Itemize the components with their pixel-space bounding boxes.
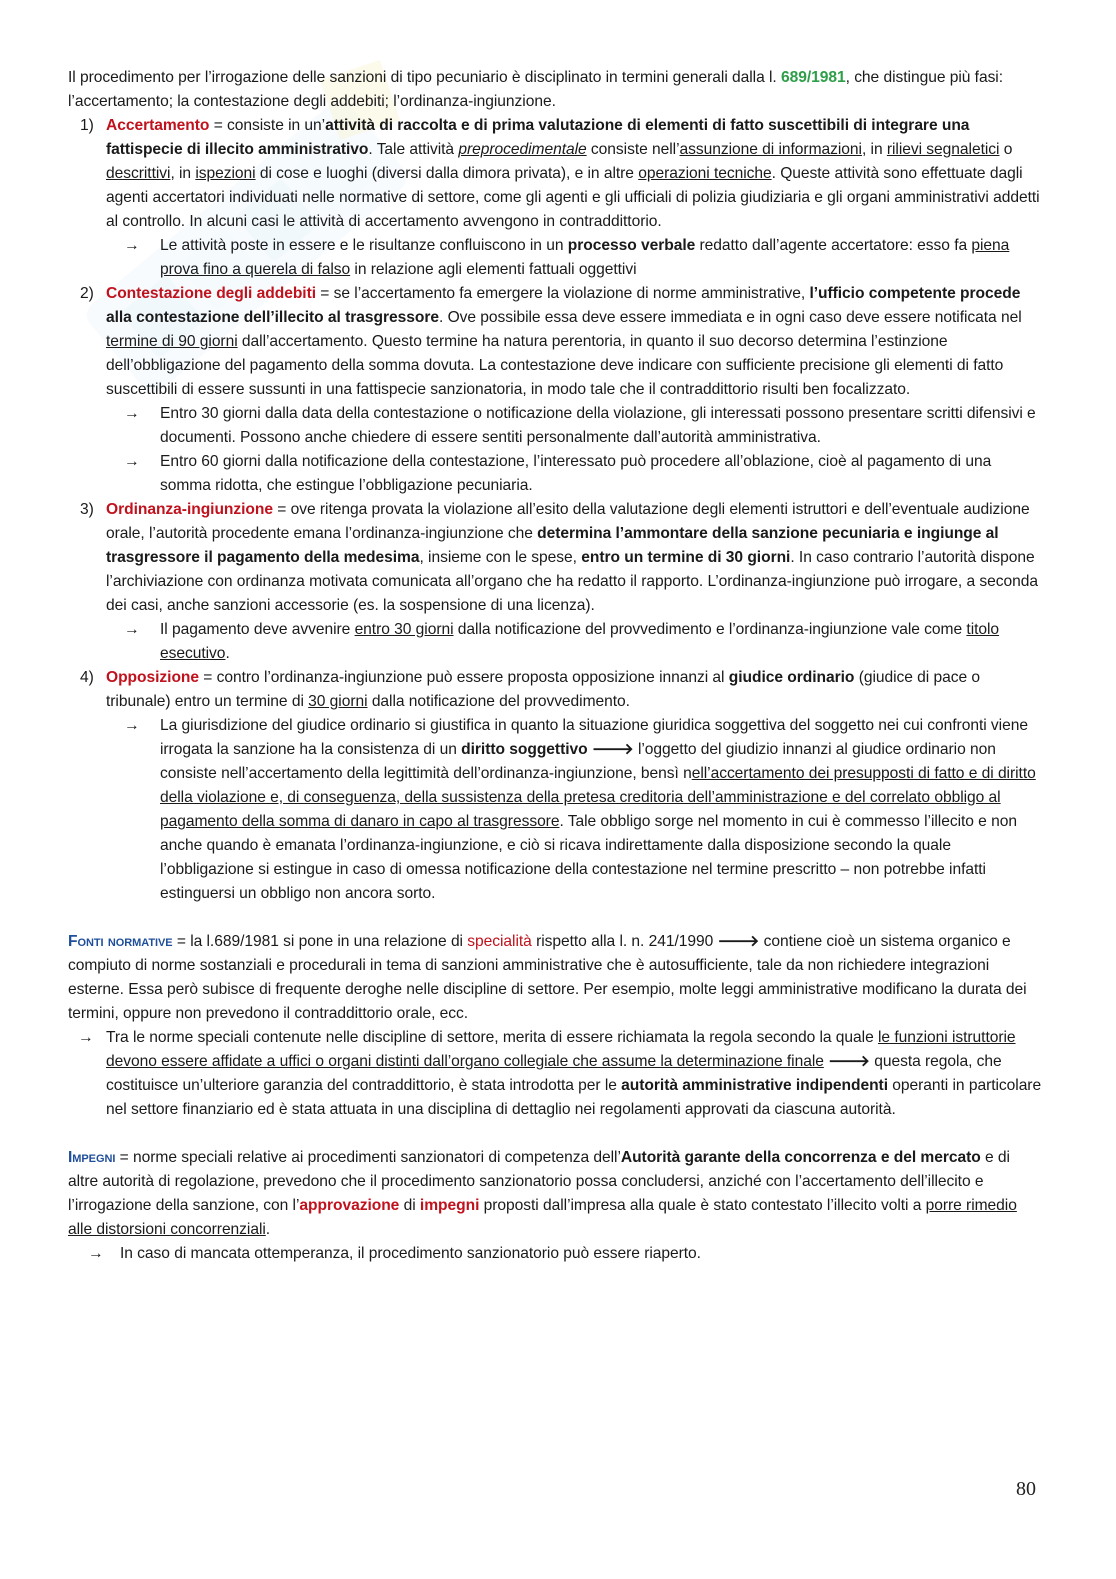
sub-point: → Le attività poste in essere e le risultanze confluiscono in un processo verbale redatto dall’agente accertatore: esso fa piena prova fino a querela di falso in relazione agli elementi fattuali oggettivi: [68, 234, 1043, 282]
list-item-opposizione: 4) Opposizione = contro l’ordinanza-ingiunzione può essere proposta opposizione innanzi al giudice ordinario (giudice di pace o tribunale) entro un termine di 30 giorni dalla notificazione del provvedimento. → La giurisdizione del giudice ordinario si giustifica in quanto la situazione giuridica soggettiva del soggetto nei cui confronti viene irrogata la sanzione ha la consistenza di un diritto soggettivo 🡒 l’oggetto del giudizio innanzi al giudice ordinario non consiste nell’accertamento della legittimità dell’ordinanza-ingiunzione, bensì nell’accertamento dei presupposti di fatto e di diritto della violazione e, di conseguenza, della sussistenza della pretesa creditoria dell’amministrazione e del correlato obbligo al pagamento della somma di danaro in capo al trasgressore. Tale obbligo sorge nel momento in cui è commesso l’illecito e non anche quando è emanata l’ordinanza-ingiunzione, e ciò si ricava indirettamente dalla disposizione secondo la quale l’obbligazione si estingue in caso di omessa notificazione della contestazione nel termine prescritto – non potrebbe infatti estinguersi un obbligo non ancora sorto.: [68, 666, 1043, 906]
sub-point: → Entro 60 giorni dalla notificazione della contestazione, l’interessato può procedere all’oblazione, cioè al pagamento di una somma ridotta, che estingue l’obbligazione pecuniaria.: [68, 450, 1043, 498]
page-number: 80: [1016, 1478, 1036, 1500]
sub-point: → Tra le norme speciali contenute nelle discipline di settore, merita di essere richiamata la regola secondo la quale le funzioni istruttorie devono essere affidate a uffici o organi distinti dall’organo collegiale che assume la determinazione finale 🡒 questa regola, che costituisce un’ulteriore garanzia del contraddittorio, è stata introdotta per le autorità amministrative indipendenti operanti in particolare nel settore finanziario ed è stata attuata in una disciplina di dettaglio nei regolamenti approvati da ciascuna autorità.: [68, 1026, 1043, 1122]
list-item-accertamento: 1) Accertamento = consiste in un’attività di raccolta e di prima valutazione di elementi di fatto suscettibili di integrare una fattispecie di illecito amministrativo. Tale attività preprocedimentale consiste nell’assunzione di informazioni, in rilievi segnaletici o descrittivi, in ispezioni di cose e luoghi (diversi dalla dimora privata), e in altre operazioni tecniche. Queste attività sono effettuate dagli agenti accertatori individuati nelle normative di settore, come gli agenti e gli ufficiali di polizia giudiziaria e gli organi amministrativi addetti al controllo. In alcuni casi le attività di accertamento avvengono in contraddittorio. → Le attività poste in essere e le risultanze confluiscono in un processo verbale redatto dall’agente accertatore: esso fa piena prova fino a querela di falso in relazione agli elementi fattuali oggettivi: [68, 114, 1043, 282]
section-label: Fonti normative: [68, 933, 173, 950]
sub-point: → In caso di mancata ottemperanza, il procedimento sanzionatorio può essere riaperto.: [68, 1242, 1043, 1266]
bold-arrow-icon: 🡒: [717, 933, 760, 950]
sub-point: → La giurisdizione del giudice ordinario si giustifica in quanto la situazione giuridica soggettiva del soggetto nei cui confronti viene irrogata la sanzione ha la consistenza di un diritto soggettivo 🡒 l’oggetto del giudizio innanzi al giudice ordinario non consiste nell’accertamento della legittimità dell’ordinanza-ingiunzione, bensì nell’accertamento dei presupposti di fatto e di diritto della violazione e, di conseguenza, della sussistenza della pretesa creditoria dell’amministrazione e del correlato obbligo al pagamento della somma di danaro in capo al trasgressore. Tale obbligo sorge nel momento in cui è commesso l’illecito e non anche quando è emanata l’ordinanza-ingiunzione, e ciò si ricava indirettamente dalla disposizione secondo la quale l’obbligazione si estingue in caso di omessa notificazione della contestazione nel termine prescritto – non potrebbe infatti estinguersi un obbligo non ancora sorto.: [68, 714, 1043, 906]
arrow-icon: →: [124, 453, 140, 470]
arrow-icon: →: [88, 1245, 104, 1262]
arrow-icon: →: [124, 621, 140, 638]
arrow-icon: →: [124, 717, 140, 734]
bold-arrow-icon: 🡒: [591, 741, 634, 758]
list-item-ordinanza: 3) Ordinanza-ingiunzione = ove ritenga provata la violazione all’esito della valutazione degli elementi istruttori e dell’eventuale audizione orale, l’autorità procedente emana l’ordinanza-ingiunzione che determina l’ammontare della sanzione pecuniaria e ingiunge al trasgressore il pagamento della medesima, insieme con le spese, entro un termine di 30 giorni. In caso contrario l’autorità dispone l’archiviazione con ordinanza motivata comunicata all’organo che ha redatto il rapporto. L’ordinanza-ingiunzione può irrogare, a seconda dei casi, anche sanzioni accessorie (es. la sospensione di una licenza). → Il pagamento deve avvenire entro 30 giorni dalla notificazione del provvedimento e l’ordinanza-ingiunzione vale come titolo esecutivo.: [68, 498, 1043, 666]
sub-point: → Il pagamento deve avvenire entro 30 giorni dalla notificazione del provvedimento e l’ordinanza-ingiunzione vale come titolo esecutivo.: [68, 618, 1043, 666]
document-page: [68, 66, 1043, 1266]
phases-list: [68, 114, 1043, 906]
list-item-contestazione: 2) Contestazione degli addebiti = se l’accertamento fa emergere la violazione di norme amministrative, l’ufficio competente procede alla contestazione dell’illecito al trasgressore. Ove possibile essa deve essere immediata e in ogni caso deve essere notificata nel termine di 90 giorni dall’accertamento. Questo termine ha natura perentoria, in quanto il suo decorso determina l’estinzione dell’obbligazione del pagamento della somma dovuta. La contestazione deve indicare con sufficiente precisione gli elementi di fatto suscettibili di essere sussunti in una fattispecie sanzionatoria, in modo tale che il contraddittorio risulti ben focalizzato. → Entro 30 giorni dalla data della contestazione o notificazione della violazione, gli interessati possono presentare scritti difensivi e documenti. Possono anche chiedere di essere sentiti personalmente dall’autorità amministrativa. → Entro 60 giorni dalla notificazione della contestazione, l’interessato può procedere all’oblazione, cioè al pagamento di una somma ridotta, che estingue l’obbligazione pecuniaria.: [68, 282, 1043, 498]
section-label: Impegni: [68, 1149, 116, 1166]
arrow-icon: →: [124, 237, 140, 254]
intro-paragraph: Il procedimento per l’irrogazione delle sanzioni di tipo pecuniario è disciplinato in termini generali dalla l. 689/1981, che distingue più fasi: l’accertamento; la contestazione degli addebiti; l’ordinanza-ingiunzione.: [68, 69, 1004, 110]
sub-point: → Entro 30 giorni dalla data della contestazione o notificazione della violazione, gli interessati possono presentare scritti difensivi e documenti. Possono anche chiedere di essere sentiti personalmente dall’autorità amministrativa.: [68, 402, 1043, 450]
arrow-icon: →: [124, 405, 140, 422]
bold-arrow-icon: 🡒: [828, 1053, 870, 1070]
arrow-icon: →: [78, 1029, 94, 1046]
impegni-paragraph: Impegni = norme speciali relative ai procedimenti sanzionatori di competenza dell’Autorità garante della concorrenza e del mercato e di altre autorità di regolazione, prevedono che il procedimento sanzionatorio possa concludersi, anziché con l’accertamento dell’illecito e l’irrogazione della sanzione, con l’approvazione di impegni proposti dall’impresa alla quale è stato contestato l’illecito volti a porre rimedio alle distorsioni concorrenziali.: [68, 1149, 1017, 1238]
fonti-normative-paragraph: Fonti normative = la l.689/1981 si pone in una relazione di specialità rispetto alla l. n. 241/1990 🡒 contiene cioè un sistema organico e compiuto di norme sostanziali e procedurali in tema di sanzioni amministrative che è autosufficiente, tale da non richiedere integrazioni esterne. Essa però subisce di frequente deroghe nelle discipline di settore. Per esempio, molte leggi amministrative modificano la durata dei termini, oppure non prevedono il contraddittorio orale, ecc.: [68, 933, 1027, 1022]
